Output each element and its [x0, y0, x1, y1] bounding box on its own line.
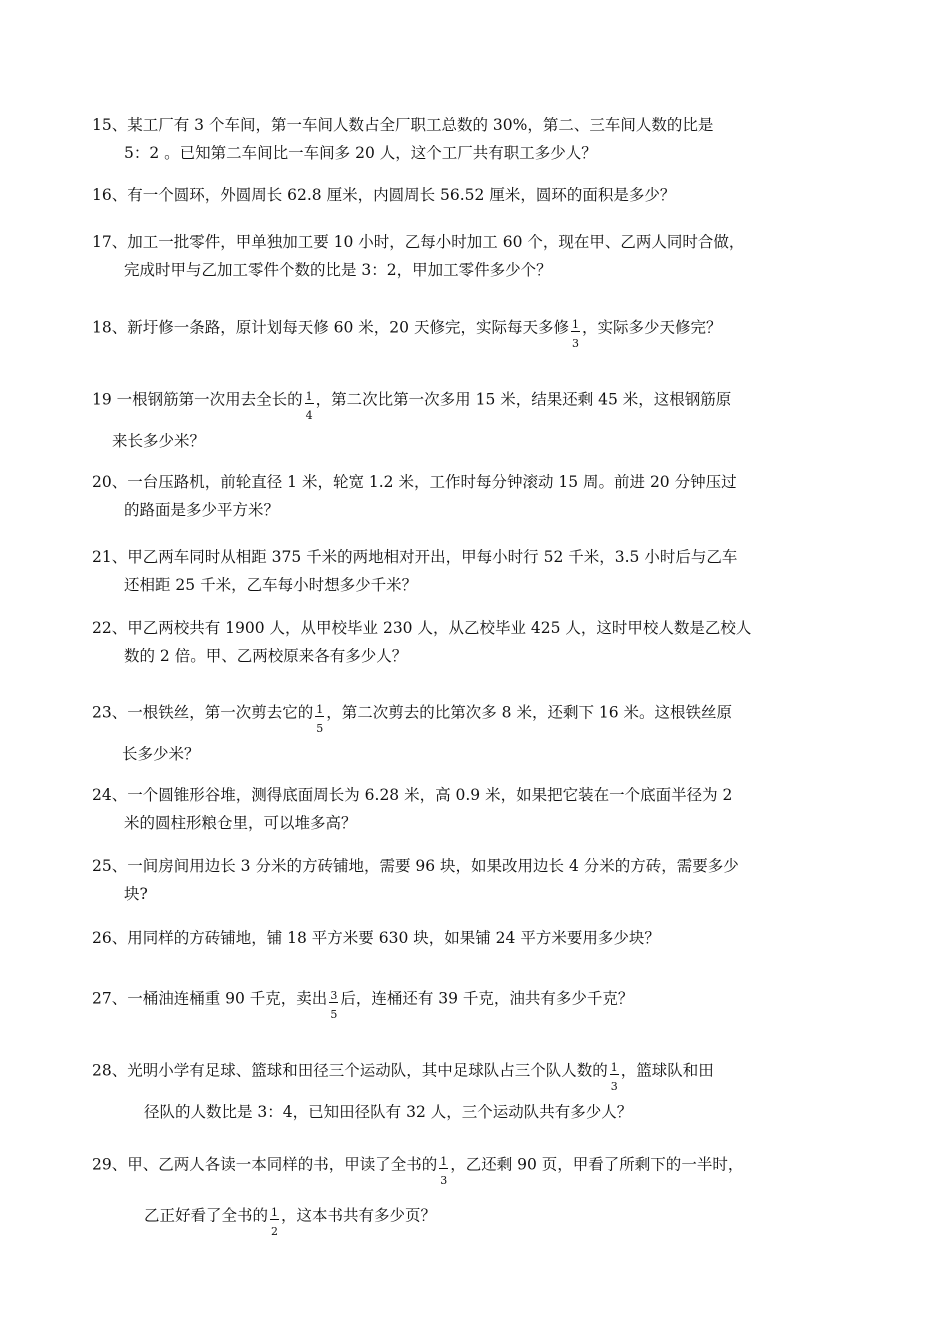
problem-23-text-b: ，第二次剪去的比第次多 8 米，还剩下 16 米。这根铁丝原 [326, 703, 733, 722]
problem-19-line-1 [92, 385, 862, 422]
problem-29-text-b: ，乙还剩 90 页，甲看了所剩下的一半时， [450, 1155, 744, 1174]
fraction-numerator: 1 [305, 390, 313, 403]
fraction-numerator: 3 [330, 989, 338, 1002]
problem-28-text-a: 28、光明小学有足球、篮球和田径三个运动队，其中足球队占三个队人数的 [92, 1061, 608, 1080]
fraction-denominator: 3 [610, 1080, 618, 1093]
problem-27-text-b: 后，连桶还有 39 千克，油共有多少千克？ [340, 989, 634, 1008]
problem-24-line-1: 24、一个圆锥形谷堆，测得底面周长为 6.28 米，高 0.9 米，如果把它装在一个底面半径为 2 [92, 786, 733, 804]
fraction-numerator: 1 [610, 1061, 618, 1074]
problem-15-line-2: 5：2 。已知第二车间比一车间多 20 人，这个工厂共有职工多少人？ [124, 144, 597, 162]
fraction-numerator: 1 [316, 703, 324, 716]
problem-16-line-1: 16、有一个圆环，外圆周长 62.8 厘米，内圆周长 56.52 厘米，圆环的面积是多少？ [92, 186, 676, 204]
problem-23 [92, 698, 862, 765]
fraction [329, 990, 338, 1021]
problem-17 [92, 231, 862, 281]
fraction-numerator: 1 [440, 1155, 448, 1168]
problem-15 [92, 114, 862, 164]
fraction-denominator: 3 [571, 337, 579, 350]
fraction [571, 319, 580, 350]
problem-22-line-2: 数的 2 倍。甲、乙两校原来各有多少人？ [124, 647, 408, 665]
problem-23-line-1 [92, 698, 862, 735]
problem-29-text-a: 29、甲、乙两人各读一本同样的书，甲读了全书的 [92, 1155, 438, 1174]
problem-21 [92, 546, 862, 596]
problem-29-line-1 [92, 1150, 862, 1187]
fraction-numerator: 1 [271, 1206, 279, 1219]
fraction-denominator: 3 [440, 1174, 448, 1187]
problem-28 [92, 1056, 862, 1123]
problem-25-line-2: 块? [124, 885, 148, 903]
fraction [439, 1156, 448, 1187]
problem-29-text-c: 乙正好看了全书的 [144, 1206, 269, 1225]
problem-18-text-b: ，实际多少天修完？ [581, 318, 722, 337]
problem-27-line-1 [92, 984, 862, 1021]
problem-28-line-1 [92, 1056, 862, 1093]
fraction-denominator: 4 [305, 409, 313, 422]
problem-28-line-2: 径队的人数比是 3：4，已知田径队有 32 人，三个运动队共有多少人？ [144, 1103, 633, 1121]
problem-20 [92, 471, 862, 521]
fraction [270, 1207, 279, 1238]
problem-24-line-2: 米的圆柱形粮仓里，可以堆多高？ [124, 814, 357, 832]
problem-28-text-b: ，篮球队和田 [620, 1061, 714, 1080]
problem-29-line-2 [92, 1201, 862, 1238]
problem-20-line-2: 的路面是多少平方米？ [124, 501, 280, 519]
problem-25 [92, 855, 862, 905]
fraction [610, 1062, 619, 1093]
problem-18-text-a: 18、新圩修一条路，原计划每天修 60 米，20 天修完，实际每天多修 [92, 318, 569, 337]
problem-21-line-2: 还相距 25 千米，乙车每小时想多少千米？ [124, 576, 418, 594]
problem-24 [92, 784, 862, 834]
fraction-denominator: 5 [316, 722, 324, 735]
fraction [305, 391, 314, 422]
problem-23-text-a: 23、一根铁丝，第一次剪去它的 [92, 703, 314, 722]
problem-27 [92, 984, 862, 1021]
fraction-denominator: 2 [271, 1225, 279, 1238]
problem-29 [92, 1150, 862, 1238]
fraction-denominator: 5 [330, 1008, 338, 1021]
problem-23-line-2: 长多少米？ [122, 745, 200, 763]
problem-19-text-a: 19 一根钢筋第一次用去全长的 [92, 390, 303, 409]
problem-15-line-1: 15、某工厂有 3 个车间，第一车间人数占全厂职工总数的 30%，第二、三车间人数的比是 [92, 116, 714, 134]
problem-25-line-1: 25、一间房间用边长 3 分米的方砖铺地，需要 96 块，如果改用边长 4 分米的方砖，需要多少 [92, 857, 739, 875]
problem-26 [92, 927, 862, 949]
problem-17-line-1: 17、加工一批零件，甲单独加工要 10 小时，乙每小时加工 60 个，现在甲、乙两人同时合做， [92, 233, 745, 251]
problem-29-text-d: ，这本书共有多少页？ [281, 1206, 437, 1225]
fraction [315, 704, 324, 735]
problem-26-line-1: 26、用同样的方砖铺地，铺 18 平方米要 630 块，如果铺 24 平方米要用多少块？ [92, 929, 660, 947]
problem-22-line-1: 22、甲乙两校共有 1900 人，从甲校毕业 230 人，从乙校毕业 425 人，这时甲校人数是乙校人 [92, 619, 752, 637]
problem-19 [92, 385, 862, 452]
problem-19-line-2: 来长多少米？ [112, 432, 206, 450]
problem-21-line-1: 21、甲乙两车同时从相距 375 千米的两地相对开出，甲每小时行 52 千米，3.5 小时后与乙车 [92, 548, 738, 566]
problem-17-line-2: 完成时甲与乙加工零件个数的比是 3：2，甲加工零件多少个？ [124, 261, 552, 279]
problem-22 [92, 617, 862, 667]
problem-20-line-1: 20、一台压路机，前轮直径 1 米，轮宽 1.2 米，工作时每分钟滚动 15 周。前进 20 分钟压过 [92, 473, 737, 491]
problem-18-line-1 [92, 313, 862, 350]
fraction-numerator: 1 [571, 318, 579, 331]
problem-19-text-b: ，第二次比第一次多用 15 米，结果还剩 45 米，这根钢筋原 [315, 390, 732, 409]
problem-18 [92, 313, 862, 350]
problem-16 [92, 184, 862, 206]
problem-27-text-a: 27、一桶油连桶重 90 千克，卖出 [92, 989, 328, 1008]
